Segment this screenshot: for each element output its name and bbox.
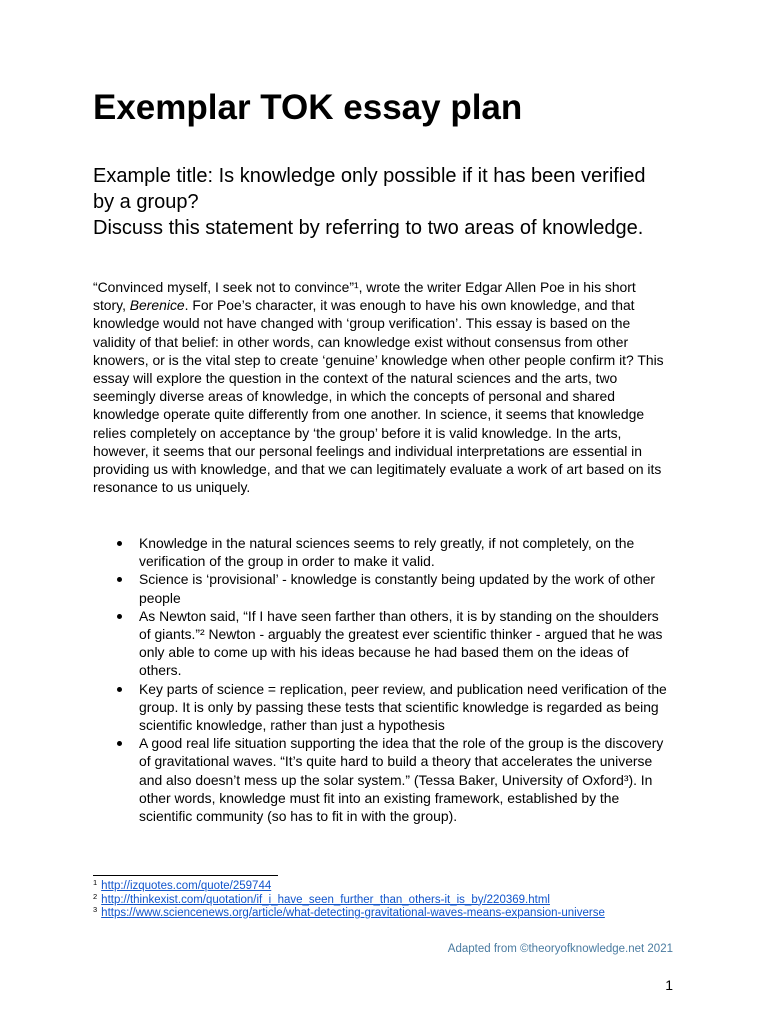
- essay-title-line: Discuss this statement by referring to two areas of knowledge.: [93, 217, 644, 239]
- paragraph-line: validity of that belief: in other words, can knowledge exist without consensus from other: [93, 333, 629, 350]
- paragraph-line: knowers, or is the vital step to create ‘genuine’ knowledge when other people confirm it? This: [93, 351, 664, 368]
- source-credit: Adapted from ©theoryofknowledge.net 2021: [447, 943, 673, 955]
- bullet-line: of giants.”² Newton - arguably the greatest ever scientific thinker - argued that he was: [139, 626, 663, 643]
- paragraph-line: “Convinced myself, I seek not to convince”¹, wrote the writer Edgar Allen Poe in his short: [93, 279, 636, 295]
- paragraph-line: relies completely on acceptance by ‘the group’ before it is valid knowledge. In the arts,: [93, 424, 622, 441]
- bullet-line: of gravitational waves. “It’s quite hard to build a theory that accelerates the universe: [139, 753, 653, 770]
- paragraph-line: knowledge would not have changed with ‘group verification’. This essay is based on the: [93, 315, 631, 332]
- essay-title-line: by a group?: [93, 191, 199, 213]
- bullet-line: and also doesn’t mess up the solar system.” (Tessa Baker, University of Oxford³). In: [139, 771, 653, 788]
- bullet-line: As Newton said, “If I have seen farther than others, it is by standing on the shoulders: [139, 607, 659, 624]
- essay-title-prompt: [93, 163, 646, 241]
- bullet-icon: [117, 687, 122, 692]
- footnote: [93, 907, 605, 921]
- bullet-line: people: [139, 589, 181, 606]
- paragraph-line: seemingly diverse areas of knowledge, in which the concepts of personal and shared: [93, 388, 615, 405]
- bullet-item: [93, 680, 667, 735]
- bullet-line: group. It is only by passing these tests that scientific knowledge is regarded as being: [139, 698, 659, 715]
- paragraph-line: providing us with knowledge, and that we can legitimately evaluate a work of art based on its: [93, 461, 662, 478]
- key-points-list: [93, 534, 667, 825]
- bullet-line: A good real life situation supporting the idea that the role of the group is the discovery: [139, 735, 664, 752]
- footnote-link[interactable]: http://thinkexist.com/quotation/if_i_have_seen_further_than_others-it_is_by/220369.html: [101, 893, 550, 906]
- bullet-line: scientific community (so has to fit in with the group).: [139, 808, 458, 825]
- bullet-line: Science is ‘provisional’ - knowledge is constantly being updated by the work of other: [139, 571, 656, 588]
- bullet-item: [93, 534, 667, 570]
- bullet-icon: [117, 541, 122, 546]
- footnote: [93, 880, 605, 894]
- italic-work-title: Berenice: [129, 297, 185, 314]
- bullet-line: other words, knowledge must fit into an existing framework, established by the: [139, 789, 620, 806]
- footnote: [93, 891, 605, 908]
- bullet-item: [93, 734, 667, 825]
- paragraph-line: [93, 296, 664, 314]
- bullet-icon: [117, 741, 122, 746]
- footnote-marker: 1: [93, 878, 98, 887]
- footnote-separator: [93, 875, 278, 876]
- paragraph-line: resonance to us uniquely.: [93, 479, 251, 496]
- bullet-line: verification of the group in order to make it valid.: [139, 553, 435, 570]
- bullet-line: others.: [139, 662, 182, 679]
- paragraph-line: essay will explore the question in the context of the natural sciences and the arts, two: [93, 370, 618, 387]
- bullet-line: Key parts of science = replication, peer review, and publication need verification of the: [139, 680, 667, 697]
- footnote-link[interactable]: https://www.sciencenews.org/article/what-detecting-gravitational-waves-means-expansion-universe: [101, 907, 605, 919]
- essay-title-line: Example title: Is knowledge only possible if it has been verified: [93, 165, 646, 187]
- bullet-icon: [117, 614, 122, 619]
- bullet-line: Knowledge in the natural sciences seems to rely greatly, if not completely, on the: [139, 535, 635, 551]
- bullet-line: scientific knowledge, rather than just a hypothesis: [139, 717, 445, 734]
- text-segment: . For Poe’s character, it was enough to have his own knowledge, and that: [184, 297, 635, 314]
- footnote-marker: 2: [93, 891, 98, 901]
- bullet-icon: [117, 577, 122, 582]
- footnotes: [93, 880, 605, 921]
- page-number: 1: [665, 977, 673, 993]
- intro-paragraph: [93, 278, 664, 496]
- footnote-link[interactable]: http://izquotes.com/quote/259744: [101, 880, 272, 892]
- text-segment: story,: [93, 297, 130, 314]
- paragraph-line: however, it seems that our personal feelings and individual interpretations are essential in: [93, 442, 642, 459]
- paragraph-line: knowledge operate quite differently from one another. In science, it seems that knowledge: [93, 406, 645, 423]
- bullet-item: [93, 607, 667, 680]
- bullet-item: [93, 570, 667, 606]
- bullet-line: only able to come up with his ideas because he had based them on the ideas of: [139, 644, 629, 661]
- footnote-marker: 3: [93, 905, 98, 914]
- document-title: Exemplar TOK essay plan: [93, 88, 523, 127]
